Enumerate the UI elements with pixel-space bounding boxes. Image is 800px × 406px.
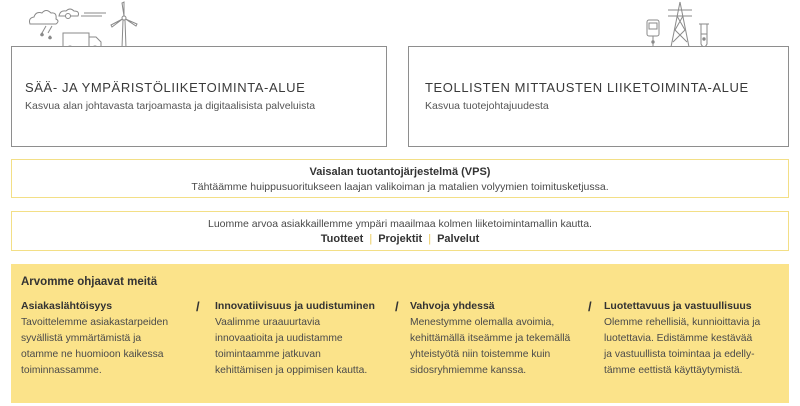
business-area-subtitle: Kasvua tuotejohtajuudesta <box>425 100 549 112</box>
business-area-title: SÄÄ- JA YMPÄRISTÖLIIKETOIMINTA-ALUE <box>25 80 306 95</box>
value-innovation <box>215 300 387 379</box>
value-separator: / <box>395 299 399 314</box>
value-customer-centricity <box>21 300 193 379</box>
business-models-box <box>11 211 789 251</box>
value-description <box>21 315 193 379</box>
value-description-line: toimintaamme jatkuvan <box>215 349 321 360</box>
business-models-intro: Luomme arvoa asiakkaillemme ympäri maailmaa kolmen liiketoimintamallin kautta. <box>208 218 592 230</box>
value-description-line: otamme ne huomioon kaikessa <box>21 349 164 360</box>
value-separator: / <box>588 299 592 314</box>
value-description-line: toiminnassamme. <box>21 365 102 376</box>
value-description-line: kehittämisen ja oppimisen kautta. <box>215 365 368 376</box>
vps-subtitle: Tähtäämme huippusuoritukseen laajan valikoiman ja matalien volyymien toimitusketjussa. <box>191 181 609 193</box>
value-description-line: yhteistyötä niin toistemme kuin <box>410 349 551 360</box>
business-models-list <box>12 233 788 245</box>
value-description <box>410 315 582 379</box>
business-area-title: TEOLLISTEN MITTAUSTEN LIIKETOIMINTA-ALUE <box>425 80 749 95</box>
value-title: Innovatiivisuus ja uudistuminen <box>215 300 375 312</box>
value-description-line: tämme eettistä käyttäytymistä. <box>604 365 743 376</box>
values-title: Arvomme ohjaavat meitä <box>21 276 158 288</box>
value-description-line: syvällistä ymmärtämistä ja <box>21 333 142 344</box>
business-area-subtitle: Kasvua alan johtavasta tarjoamasta ja digitaalisista palveluista <box>25 100 316 112</box>
business-model-item: Palvelut <box>437 233 480 245</box>
value-description <box>215 315 387 379</box>
business-model-item: Tuotteet <box>320 233 364 245</box>
value-description-line: ja vastuullista toimintaa ja edelly- <box>604 349 755 360</box>
value-description <box>604 315 784 379</box>
value-separator: / <box>196 299 200 314</box>
value-strong-together <box>410 300 582 379</box>
business-model-separator: | <box>428 233 432 245</box>
value-title: Luotettavuus ja vastuullisuus <box>604 300 752 312</box>
industrial-measurements-business-area <box>408 46 789 147</box>
vps-box <box>11 159 789 198</box>
value-title: Asiakaslähtöisyys <box>21 300 113 312</box>
vps-title: Vaisalan tuotantojärjestelmä (VPS) <box>309 166 491 178</box>
value-description-line: Tavoittelemme asiakastarpeiden <box>21 317 169 328</box>
weather-environment-business-area <box>11 46 387 147</box>
value-description-line: sidosryhmiemme kanssa. <box>410 365 527 376</box>
value-reliability <box>604 300 784 379</box>
value-description-line: Menestymme olemalla avoimia, <box>410 317 555 328</box>
value-description-line: luotettavia. Edistämme kestävää <box>604 333 753 344</box>
value-title: Vahvoja yhdessä <box>410 300 495 312</box>
value-description-line: kehittämällä itseämme ja tekemällä <box>410 333 571 344</box>
values-panel <box>11 264 789 403</box>
value-description-line: innovaatioita ja uudistamme <box>215 333 343 344</box>
wind-turbine-icon <box>108 0 140 50</box>
value-description-line: Vaalimme uraauurtavia <box>215 317 321 328</box>
business-model-separator: | <box>369 233 373 245</box>
business-model-item: Projektit <box>378 233 423 245</box>
value-description-line: Olemme rehellisiä, kunnioittavia ja <box>604 317 761 328</box>
